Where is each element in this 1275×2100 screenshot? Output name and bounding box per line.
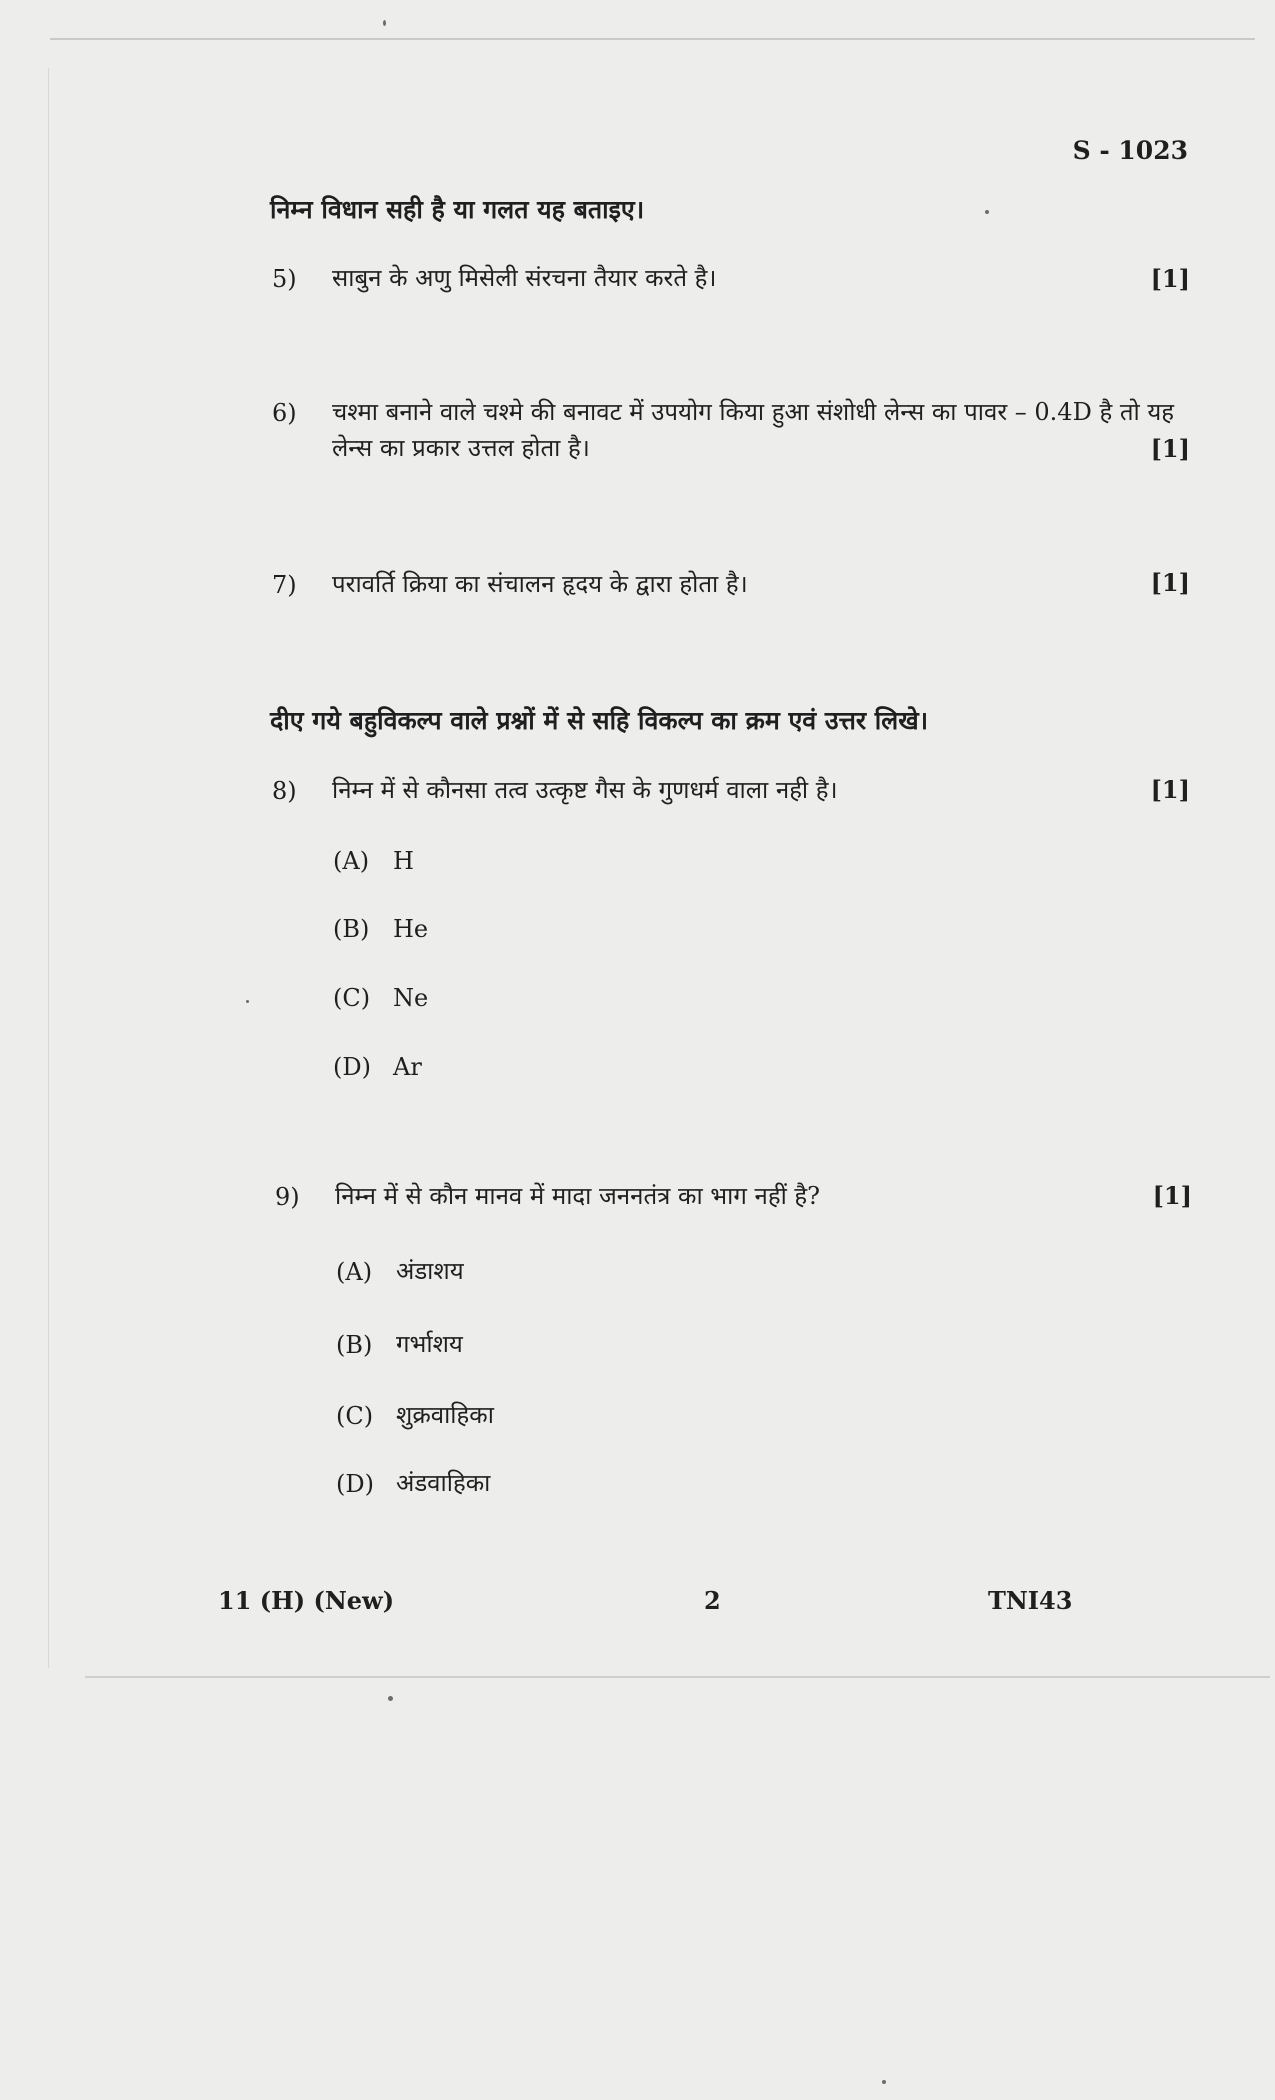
- option-letter: (D): [336, 1470, 374, 1498]
- question-text: निम्न में से कौनसा तत्व उत्कृष्ट गैस के गुणधर्म वाला नही है।: [332, 776, 838, 804]
- option-text: गर्भाशय: [396, 1330, 463, 1358]
- option-letter: (B): [333, 915, 370, 943]
- scan-speck: [388, 1696, 393, 1701]
- question-marks: [1]: [1150, 775, 1190, 804]
- question-text: निम्न में से कौन मानव में मादा जननतंत्र का भाग नहीं है?: [335, 1182, 821, 1210]
- bottom-scan-edge: [85, 1676, 1270, 1678]
- question-number: 9): [275, 1183, 300, 1211]
- question-marks: [1]: [1150, 568, 1190, 597]
- option-letter: (D): [333, 1053, 371, 1081]
- footer-subject-code: 11 (H) (New): [218, 1586, 395, 1615]
- question-text: परावर्ति क्रिया का संचालन हृदय के द्वारा होता है।: [332, 570, 748, 598]
- footer-booklet-code: TNI43: [988, 1586, 1073, 1615]
- scan-speck: [985, 210, 989, 214]
- option-text: H: [393, 847, 414, 875]
- question-number: 7): [272, 571, 297, 599]
- left-scan-edge: [48, 68, 49, 1668]
- question-number: 5): [272, 265, 297, 293]
- question-text-line-2: लेन्स का प्रकार उत्तल होता है।: [332, 434, 590, 462]
- question-marks: [1]: [1150, 264, 1190, 293]
- question-number: 8): [272, 777, 297, 805]
- option-text: अंडाशय: [396, 1257, 464, 1285]
- footer-page-number: 2: [704, 1586, 721, 1615]
- section-title-true-false: निम्न विधान सही है या गलत यह बताइए।: [270, 195, 645, 224]
- option-text: Ar: [393, 1053, 422, 1081]
- question-marks: [1]: [1150, 434, 1190, 463]
- option-text: Ne: [393, 984, 429, 1012]
- option-letter: (B): [336, 1331, 373, 1359]
- question-text: साबुन के अणु मिसेली संरचना तैयार करते है।: [332, 264, 717, 292]
- scan-speck: [882, 2080, 886, 2084]
- option-letter: (A): [333, 847, 370, 875]
- question-text-line-1: चश्मा बनाने वाले चश्मे की बनावट में उपयोग किया हुआ संशोधी लेन्स का पावर – 0.4D है तो यह: [332, 398, 1175, 426]
- option-letter: (C): [336, 1402, 374, 1430]
- option-text: शुक्रवाहिका: [396, 1401, 494, 1429]
- option-letter: (A): [336, 1258, 373, 1286]
- question-marks: [1]: [1152, 1181, 1192, 1210]
- option-text: अंडवाहिका: [396, 1469, 491, 1497]
- scan-speck: [246, 1000, 249, 1003]
- question-number: 6): [272, 399, 297, 427]
- paper-code: S - 1023: [1072, 136, 1188, 165]
- section-title-mcq: दीए गये बहुविकल्प वाले प्रश्नों में से सहि विकल्प का क्रम एवं उत्तर लिखे।: [270, 706, 929, 735]
- top-scan-edge: [50, 38, 1255, 40]
- option-text: He: [393, 915, 429, 943]
- scan-speck: [383, 20, 386, 26]
- option-letter: (C): [333, 984, 371, 1012]
